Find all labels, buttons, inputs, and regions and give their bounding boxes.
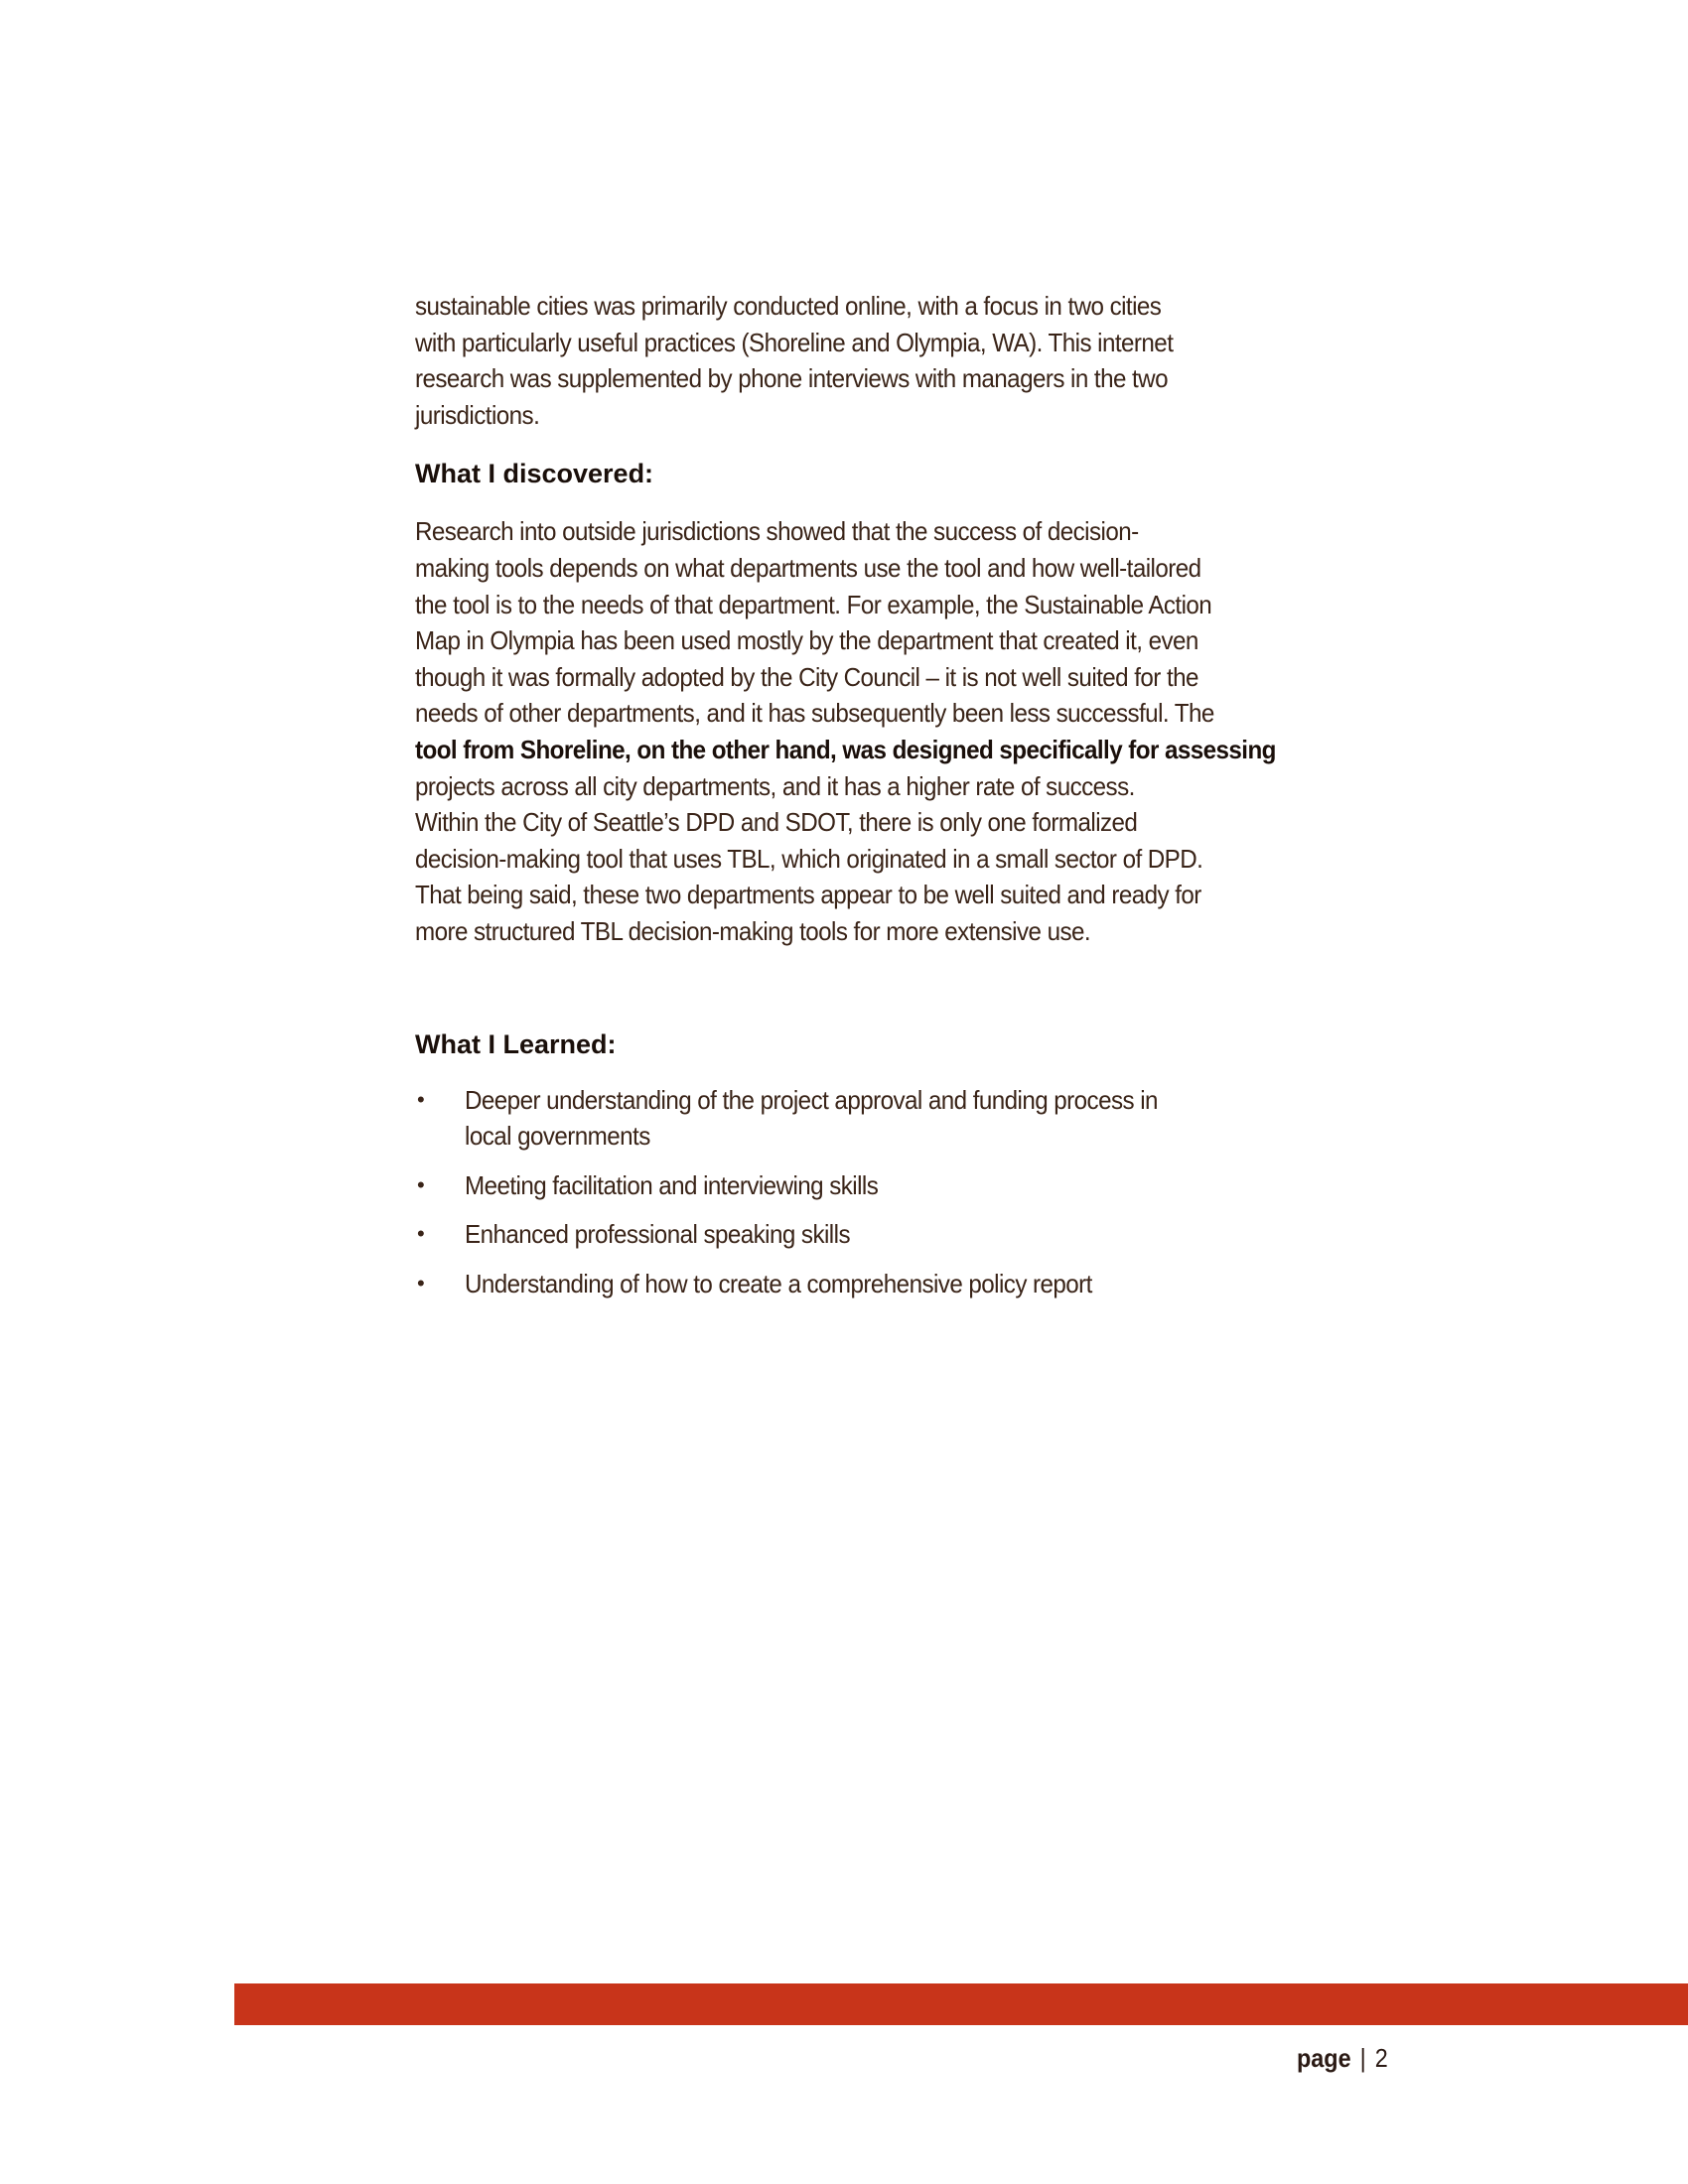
learned-list (415, 1082, 1249, 1302)
list-item-text (465, 1266, 1250, 1302)
discovered-paragraph (415, 513, 1276, 949)
learned-heading: What I Learned: (415, 1028, 617, 1059)
list-item (415, 1082, 1249, 1155)
discovered-line: needs of other departments, and it has subsequently been less successful. The (415, 698, 1214, 729)
bullet-icon: • (417, 1171, 425, 1197)
discovered-line: though it was formally adopted by the City Council – it is not well suited for the (415, 661, 1198, 692)
list-item (415, 1266, 1249, 1302)
page-label: page (1297, 2043, 1351, 2073)
discovered-line: decision-making tool that uses TBL, which originated in a small sector of DPD. (415, 843, 1203, 874)
page-number (1297, 2043, 1388, 2074)
page-separator: | (1359, 2043, 1366, 2073)
discovered-line: more structured TBL decision-making tools for more extensive use. (415, 915, 1091, 946)
list-item (415, 1216, 1249, 1253)
discovered-line: Within the City of Seattle’s DPD and SDOT, there is only one formalized (415, 807, 1138, 838)
list-item-text (465, 1167, 1250, 1204)
discovered-line-bold: tool from Shoreline, on the other hand, was designed specifically for assessing (415, 734, 1276, 764)
list-item-line: Deeper understanding of the project approval and funding process in (465, 1084, 1158, 1115)
list-item (415, 1167, 1249, 1204)
discovered-line: Research into outside jurisdictions showed that the success of decision- (415, 516, 1139, 547)
discovered-line: making tools depends on what departments use the tool and how well-tailored (415, 552, 1201, 583)
list-item-line: Meeting facilitation and interviewing skills (465, 1169, 879, 1200)
discovered-line: That being said, these two departments appear to be well suited and ready for (415, 880, 1201, 910)
footer-bar (234, 1983, 1688, 2025)
list-item-text (465, 1082, 1250, 1155)
intro-line: with particularly useful practices (Shoreline and Olympia, WA). This internet (415, 327, 1174, 357)
intro-line: jurisdictions. (415, 399, 540, 430)
list-item-text (465, 1216, 1250, 1253)
bullet-icon: • (417, 1221, 425, 1247)
list-item-line: Enhanced professional speaking skills (465, 1219, 850, 1250)
list-item-line: Understanding of how to create a comprehensive policy report (465, 1268, 1092, 1298)
discovered-line: projects across all city departments, and it has a higher rate of success. (415, 770, 1135, 801)
discovered-heading: What I discovered: (415, 459, 654, 489)
list-item-line: local governments (465, 1121, 650, 1152)
intro-paragraph (415, 288, 1249, 433)
discovered-line: the tool is to the needs of that department. For example, the Sustainable Action (415, 589, 1212, 619)
page-number-value: 2 (1374, 2043, 1388, 2073)
bullet-icon: • (417, 1086, 425, 1112)
page-content (415, 288, 1276, 1314)
intro-line: research was supplemented by phone interviews with managers in the two (415, 363, 1168, 394)
discovered-line: Map in Olympia has been used mostly by the department that created it, even (415, 625, 1198, 656)
intro-line: sustainable cities was primarily conducted online, with a focus in two cities (415, 291, 1162, 321)
bullet-icon: • (417, 1270, 425, 1296)
